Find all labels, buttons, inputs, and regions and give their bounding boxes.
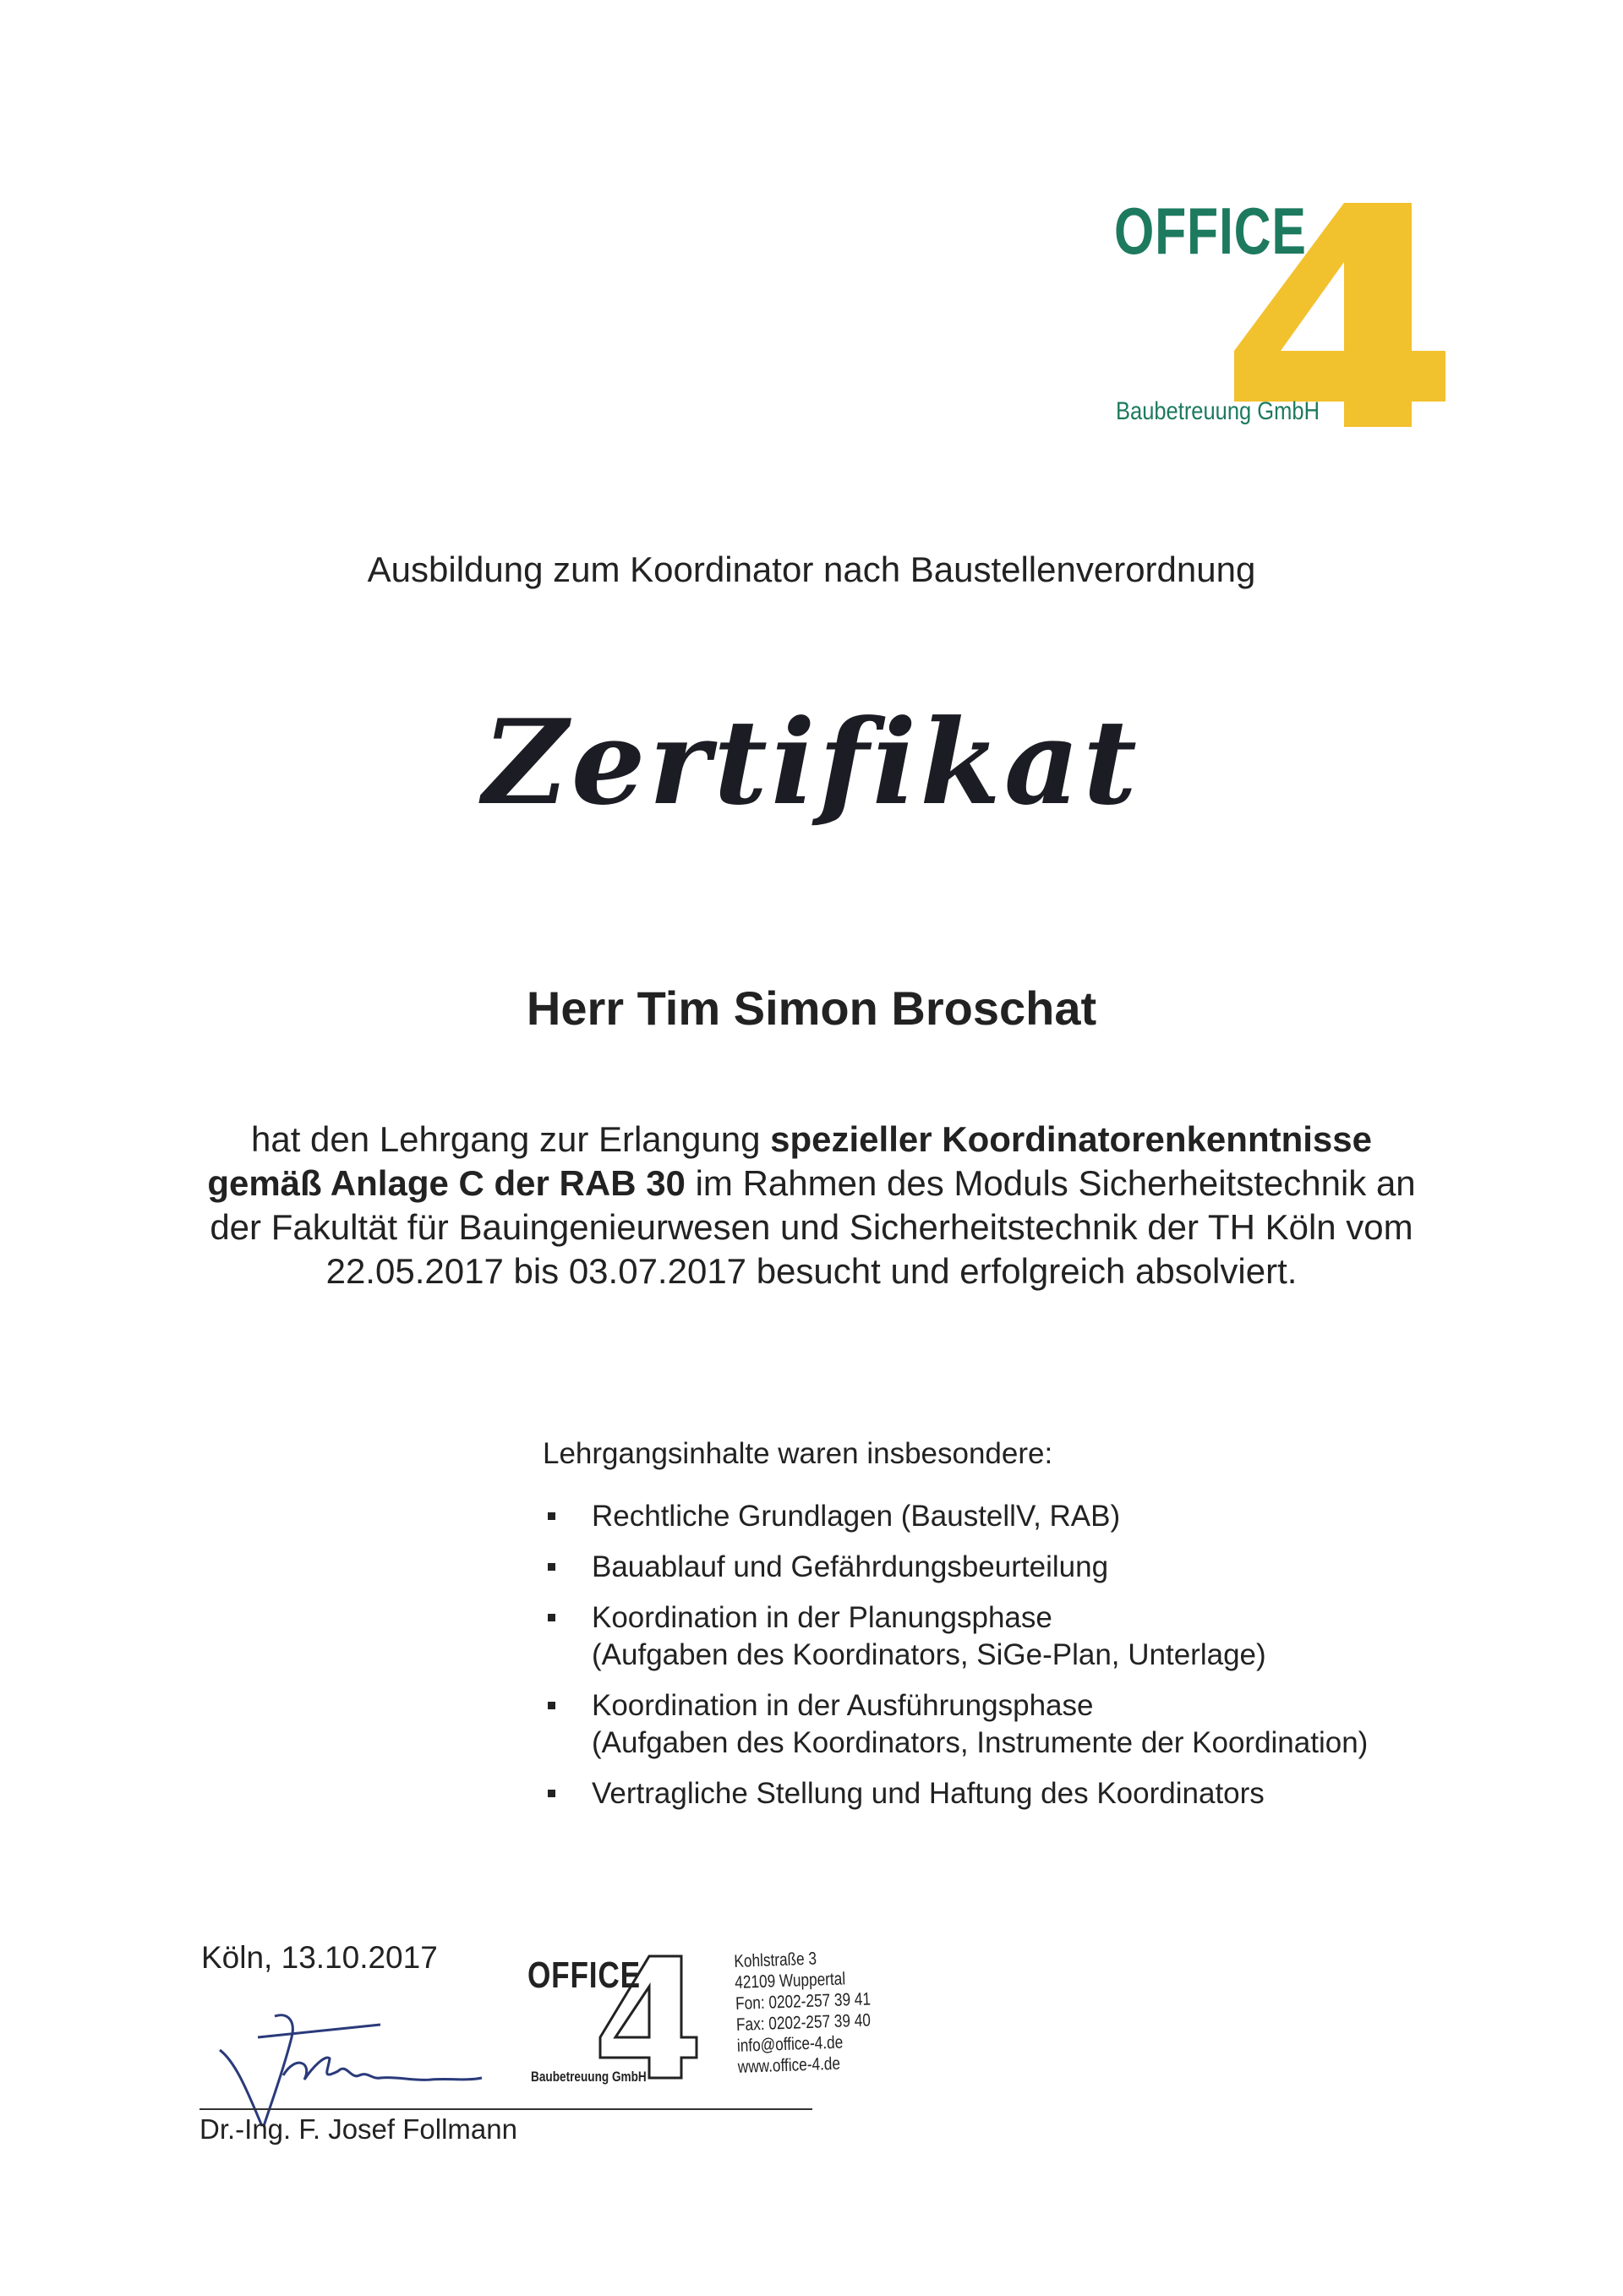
bullet-icon: [548, 1614, 555, 1621]
list-item: Vertragliche Stellung und Haftung des Koordinators: [543, 1775, 1473, 1812]
bullet-icon: [548, 1790, 555, 1797]
signer-name: Dr.-Ing. F. Josef Follmann: [199, 2113, 517, 2145]
bullet-icon: [548, 1512, 555, 1520]
body-part-1: hat den Lehrgang zur Erlangung: [251, 1119, 771, 1159]
signature-line: [199, 2108, 812, 2110]
list-item: Koordination in der Planungsphase (Aufgaben des Koordinators, SiGe-Plan, Unterlage): [543, 1599, 1473, 1674]
recipient-name: Herr Tim Simon Broschat: [526, 981, 1097, 1035]
certificate-title: Zertifikat: [483, 693, 1140, 831]
bullet-icon: [548, 1563, 555, 1571]
certificate-body: [203, 1118, 1420, 1293]
body-bold: spezieller Koordinatorenkenntnisse gemäß Anlage C der RAB 30: [207, 1119, 1372, 1203]
body-part-2: im Rahmen des Moduls Sicherheitstechnik an der Fakultät für Bauingenieurwesen und Sicherheitstechnik der TH Köln vom 22.05.2017 bis 03.07.2017 besucht und erfolgreich absolviert.: [210, 1163, 1416, 1291]
list-item: Bauablauf und Gefährdungsbeurteilung: [543, 1549, 1473, 1586]
list-item: Koordination in der Ausführungsphase (Aufgaben des Koordinators, Instrumente der Koordination): [543, 1687, 1473, 1762]
signature-icon: [211, 2004, 524, 2130]
contents-list: [543, 1498, 1473, 1826]
stamp-address: Kohlstraße 3 42109 Wuppertal Fon: 0202-257 39 41 Fax: 0202-257 39 40 info@office-4.de www.office-4.de: [734, 1949, 872, 2077]
list-item: Rechtliche Grundlagen (BaustellV, RAB): [543, 1498, 1473, 1535]
stamp-word: OFFICE: [527, 1954, 641, 1996]
logo-subtitle: Baubetreuung GmbH: [1116, 397, 1320, 425]
bullet-icon: [548, 1702, 555, 1709]
stamp-four-icon: [597, 1953, 698, 2081]
certificate-subtitle: Ausbildung zum Koordinator nach Baustellenverordnung: [367, 549, 1256, 589]
contents-heading: Lehrgangsinhalte waren insbesondere:: [543, 1437, 1053, 1470]
logo-word: OFFICE: [1114, 194, 1307, 268]
stamp-subtitle: Baubetreuung GmbH: [531, 2069, 647, 2085]
logo-four-icon: [1234, 203, 1445, 427]
place-date: Köln, 13.10.2017: [201, 1940, 438, 1975]
